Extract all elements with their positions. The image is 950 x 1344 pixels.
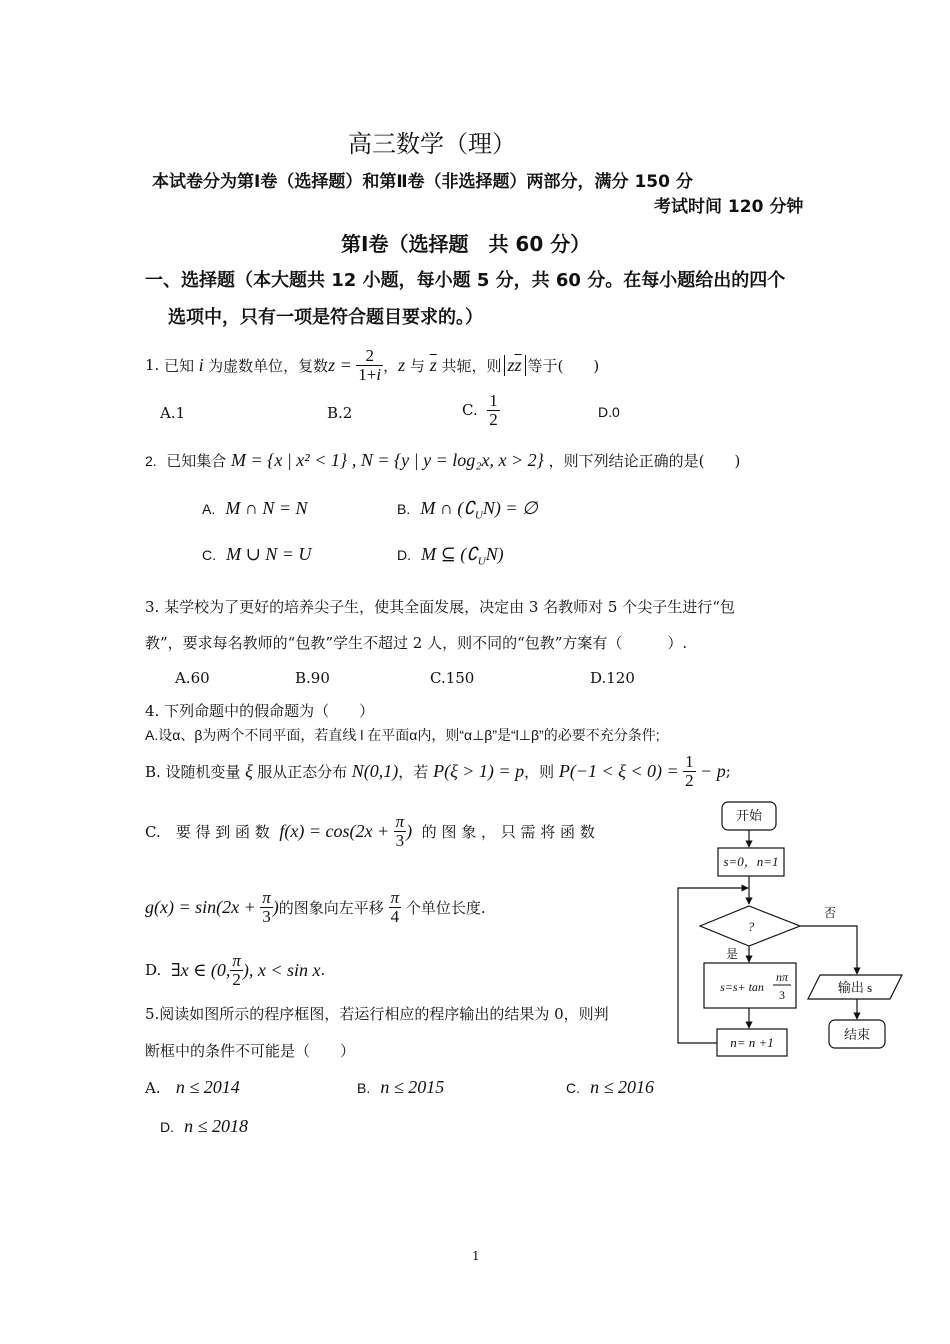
flow-body-frac-den: 3 xyxy=(779,988,785,1002)
q3-option-c: C.150 xyxy=(430,669,475,687)
math-minus-p: − p xyxy=(695,760,726,781)
q4c-pre: C. 要 得 到 函 数 xyxy=(145,822,270,841)
question-4-option-a: A.设α、β为两个不同平面，若直线 l 在平面α内，则“α⊥β”是“l⊥β”的必要不充分条件; xyxy=(145,727,660,743)
flow-no-branch xyxy=(800,926,857,974)
q3-option-b: B.90 xyxy=(295,669,330,687)
fraction-pi-over-3-c: $\frac{\pi}{3}$ xyxy=(395,811,405,850)
q5-option-c xyxy=(566,1077,654,1098)
q2-option-a-label: A. xyxy=(202,501,216,517)
q2-option-d-label: D. xyxy=(397,547,411,563)
question-3-line1: 3. 某学校为了更好的培养尖子生，使其全面发展，决定由 3 名教师对 5 个尖子生进行“包 xyxy=(145,598,735,616)
math-set-M: M = {x | x² < 1} xyxy=(231,450,348,470)
q5-option-d-label: D. xyxy=(160,1119,174,1135)
q2-option-b-label: B. xyxy=(397,501,411,517)
math-abs-zzbar: $z\overline{z}$ xyxy=(504,355,526,376)
fraction-pi-over-3-g: $\frac{\pi}{3}$ xyxy=(262,887,271,926)
math-p-range: P(−1 < ξ < 0) = xyxy=(558,760,684,781)
math-z: z xyxy=(398,354,406,375)
question-2 xyxy=(145,450,740,471)
fraction-pi-over-2: $\frac{\pi}{2}$ xyxy=(232,950,241,989)
flow-init-label: s=0，n=1 xyxy=(723,854,779,869)
q1-option-b: B.2 xyxy=(327,404,353,422)
flow-no-label: 否 xyxy=(823,906,837,920)
fraction-one-half: $\frac{1}{2}$ xyxy=(489,391,498,429)
page-number: 1 xyxy=(472,1249,480,1263)
question-4-option-d: D. ∃x ∈ (0, $\frac{\pi}{2}$ ), x < sin x . xyxy=(145,950,326,989)
math-q2a: M ∩ N = N xyxy=(225,498,308,518)
question-1-mid: 为虚数单位，复数 xyxy=(208,356,329,375)
question-3-line2: 教”，要求每名教师的“包教”学生不超过 2 人，则不同的“包教”方案有（ ）. xyxy=(145,634,688,652)
flow-incr-label: n= n +1 xyxy=(730,1035,774,1050)
q1-option-c xyxy=(462,392,500,429)
part1-title: 第Ⅰ卷（选择题 共 60 分） xyxy=(341,232,591,256)
q4d-label: D. xyxy=(145,961,162,979)
q5-option-c-label: C. xyxy=(566,1080,580,1096)
q2-option-a xyxy=(202,498,308,519)
question-2-pre: 已知集合 xyxy=(166,452,227,470)
q5-option-a-label: A. xyxy=(145,1079,161,1097)
math-f-cos: f(x) = cos(2x + xyxy=(279,820,394,841)
question-1-pre: 已知 xyxy=(164,356,195,375)
math-p-xi-gt-1: P(ξ > 1) = p xyxy=(433,760,525,781)
question-4-stem: 4. 下列命题中的假命题为（ ） xyxy=(145,702,375,720)
question-4-option-c-line2: g(x) = sin(2x + $\frac{\pi}{3}$ ) 的图象向左平移 $\frac{\pi}{4}$ 个单位长度. xyxy=(145,887,486,926)
q4c2-mid: 的图象向左平移 xyxy=(278,898,384,917)
question-2-number: 2. xyxy=(145,453,157,469)
math-q2c: M ∪ N = U xyxy=(226,544,312,564)
math-q2d: M ⊆ $(∁_UN)$ xyxy=(421,544,504,568)
flow-body-label: s=s+ tan xyxy=(720,980,764,994)
math-set-N: , N = {y | y = log₂x, x > 2} xyxy=(351,450,544,470)
q5-option-a xyxy=(145,1077,240,1098)
question-1-conj: 共轭，则 xyxy=(441,356,502,375)
question-2-end: ，则下列结论正确的是( ) xyxy=(548,452,741,470)
question-5-line2: 断框中的条件不可能是（ ） xyxy=(145,1042,356,1060)
q5-option-b-value: n ≤ 2015 xyxy=(380,1077,445,1097)
question-1: 1. 已知 i 为虚数单位，复数 z = $\frac{2}{1+i}$ ， z 与 $\overline{z}$ 共轭，则 $z\overline{z}$ 等于( ) xyxy=(145,345,600,384)
math-i: i xyxy=(194,354,209,375)
q4b-pre: B. 设随机变量 xyxy=(145,762,241,781)
q5-option-b-label: B. xyxy=(357,1080,371,1096)
q5-option-a-value: n ≤ 2014 xyxy=(175,1077,240,1097)
q5-option-d xyxy=(160,1116,248,1137)
math-q2b: M ∩ $(∁_UN)$ = ∅ xyxy=(420,498,538,522)
q2-option-b xyxy=(397,498,538,522)
q2-option-d xyxy=(397,544,504,568)
q4c2-end: 个单位长度. xyxy=(405,898,486,917)
q1-option-c-label: C. xyxy=(462,401,478,420)
exam-intro: 本试卷分为第Ⅰ卷（选择题）和第Ⅱ卷（非选择题）两部分，满分 150 分 xyxy=(152,172,693,192)
math-xi: ξ xyxy=(240,760,258,781)
question-5-line1: 5.阅读如图所示的程序框图，若运行相应的程序输出的结果为 0，则判 xyxy=(145,1005,609,1023)
q3-option-d: D.120 xyxy=(590,669,635,687)
q5-option-b xyxy=(357,1077,444,1098)
flow-output-label: 输出 s xyxy=(837,980,873,995)
section-heading-line1: 一、选择题（本大题共 12 小题，每小题 5 分，共 60 分。在每小题给出的四个 xyxy=(145,270,786,291)
question-1-number: 1. xyxy=(145,356,160,374)
fraction-pi-over-4: $\frac{\pi}{4}$ xyxy=(390,887,400,926)
flow-yes-label: 是 xyxy=(725,947,739,961)
math-g-sin: g(x) = sin(2x + xyxy=(145,896,261,917)
q2-option-c-label: C. xyxy=(202,547,216,563)
question-4-option-c: C. 要 得 到 函 数 f(x) = cos(2x + $\frac{\pi}{3}$ ) 的 图 象 ， 只 需 将 函 数 xyxy=(145,811,595,850)
math-normal-dist: N(0,1) xyxy=(347,760,399,781)
flow-cond-label: ? xyxy=(747,919,755,934)
q3-option-a: A.60 xyxy=(175,669,210,687)
q2-option-c xyxy=(202,544,311,565)
fraction-half-q4b: $\frac{1}{2}$ xyxy=(685,751,694,790)
question-1-end: 等于( ) xyxy=(527,356,600,375)
program-flowchart xyxy=(670,795,920,1065)
section-heading-line2: 选项中，只有一项是符合题目要求的。） xyxy=(168,307,483,328)
math-z-bar: $\overline{z}$ xyxy=(429,354,437,375)
flow-body-frac-num: nπ xyxy=(775,970,789,984)
question-4-option-b: B. 设随机变量 ξ 服从正态分布 N(0,1) ，若 P(ξ > 1) = p ，则 P(−1 < ξ < 0) = $\frac{1}{2}$ − p ; xyxy=(145,751,731,790)
q4c-mid: 的 图 象 ， 只 需 将 函 数 xyxy=(421,822,595,841)
page-title: 高三数学（理） xyxy=(348,130,516,158)
exam-time: 考试时间 120 分钟 xyxy=(654,197,804,217)
math-x-lt-sinx: ), x < sin x xyxy=(242,959,321,980)
q5-option-d-value: n ≤ 2018 xyxy=(184,1116,249,1136)
flow-start-label: 开始 xyxy=(735,808,763,823)
q5-option-c-value: n ≤ 2016 xyxy=(590,1077,655,1097)
fraction-2-over-1plusi: $\frac{2}{1+i}$ xyxy=(358,345,382,384)
q4b-mid: 服从正态分布 xyxy=(257,762,348,781)
math-z-equation: z = xyxy=(328,354,357,375)
q1-option-d: D.0 xyxy=(598,404,620,420)
flow-end-label: 结束 xyxy=(843,1027,871,1042)
q1-option-a: A.1 xyxy=(160,404,186,422)
math-exists-x: ∃x ∈ (0, xyxy=(170,959,231,980)
